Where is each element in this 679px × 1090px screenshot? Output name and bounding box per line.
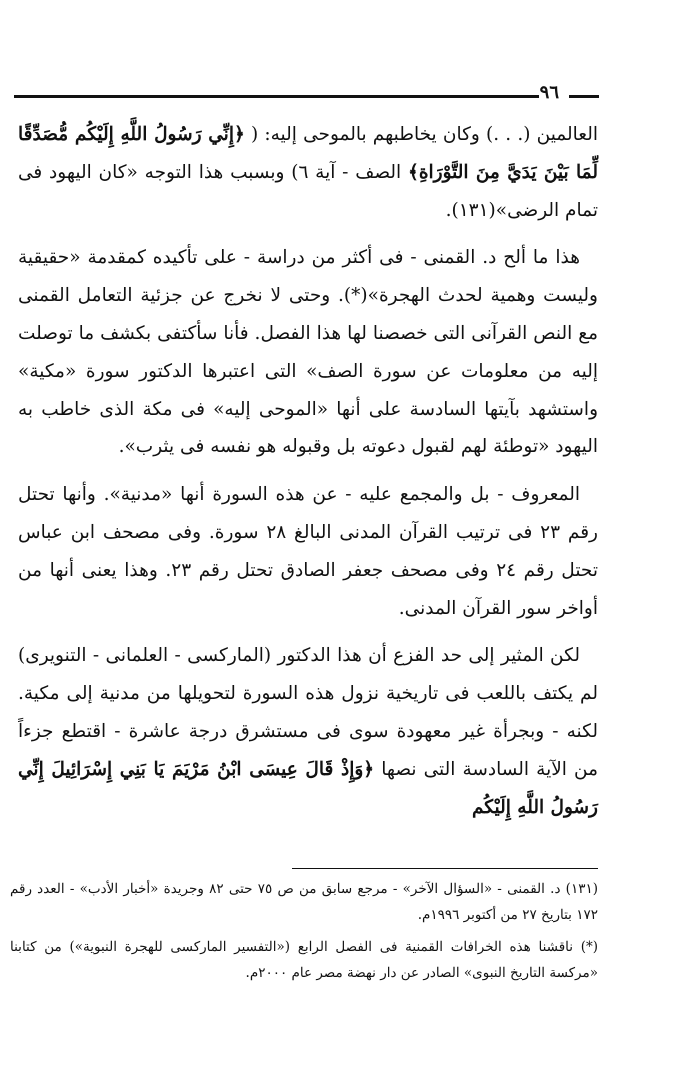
- p1-text-b: الصف - آية ٦) وبسبب هذا التوجه «كان اليهود فى تمام الرضى»(١٣١).: [18, 161, 598, 221]
- paragraph-2: هذا ما ألح د. القمنى - فى أكثر من دراسة - على تأكيده كمقدمة «حقيقية وليست وهمية لحدث الهجرة»(*). وحتى لا نخرج عن جزئية التعامل القمنى مع النص القرآنى التى خصصنا لها هذا الفصل. فأنا سأكتفى بكشف ما توصلت إليه من معلومات عن سورة الصف» التى اعتبرها الدكتور سورة «مكية» واستشهد بآيتها السادسة على أنها «الموحى إليه» فى مكة الذى خاطب به اليهود «توطئة لهم لقبول دعوته بل وقبوله هو نفسه فى يثرب».: [18, 247, 598, 458]
- footnote-131: (١٣١) د. القمنى - «السؤال الآخر» - مرجع سابق من ص ٧٥ حتى ٨٢ وجريدة «أخبار الأدب» - العدد رقم ١٧٢ بتاريخ ٢٧ من أكتوبر ١٩٩٦م.: [10, 881, 598, 923]
- header-rule-short: [569, 95, 599, 98]
- footnote-star: (*) ناقشنا هذه الخرافات القمنية فى الفصل الرابع («التفسير الماركسى للهجرة النبوية») من كتابنا «مركسة التاريخ النبوى» الصادر عن دار نهضة مصر عام ٢٠٠٠م.: [10, 939, 598, 981]
- p1-text-a: العالمين (. . .) وكان يخاطبهم بالموحى إليه: (: [251, 124, 598, 145]
- body-text: [18, 116, 598, 836]
- page-header: [14, 82, 599, 102]
- p4-text-a: لكن المثير إلى حد الفزع أن هذا الدكتور (الماركسى - العلمانى - التنويرى) لم يكتف باللعب فى تاريخية نزول هذه السورة لتحويلها من مدنية إلى مكية. لكنه - وبجرأة غير معهودة سوى فى مستشرق درجة عاشرة - اقتطع جزءاً من الآية السادسة التى نصها: [18, 645, 598, 780]
- quran-verse: ﴿إِنِّي رَسُولُ اللَّهِ إِلَيْكُم مُّصَدِّقًا لِّمَا بَيْنَ يَدَيَّ مِنَ التَّوْرَاةِ﴾: [18, 124, 599, 183]
- header-rule: [14, 95, 539, 98]
- footnotes: [10, 876, 598, 992]
- paragraph-1: [18, 116, 598, 229]
- quran-verse: ﴿وَإِذْ قَالَ عِيسَى ابْنُ مَرْيَمَ يَا بَنِي إِسْرَائِيلَ إِنِّي رَسُولُ اللَّهِ إِلَيْكُم: [18, 758, 598, 818]
- footnote-rule: [292, 868, 598, 869]
- paragraph-4: [18, 637, 598, 826]
- page-number: ٩٦: [539, 82, 559, 103]
- paragraph-3: المعروف - بل والمجمع عليه - عن هذه السورة أنها «مدنية». وأنها تحتل رقم ٢٣ فى ترتيب القرآن المدنى البالغ ٢٨ سورة. وفى مصحف ابن عباس تحتل رقم ٢٤ وفى مصحف جعفر الصادق تحتل رقم ٢٣. وهذا يعنى أنها من أواخر سور القرآن المدنى.: [18, 484, 598, 619]
